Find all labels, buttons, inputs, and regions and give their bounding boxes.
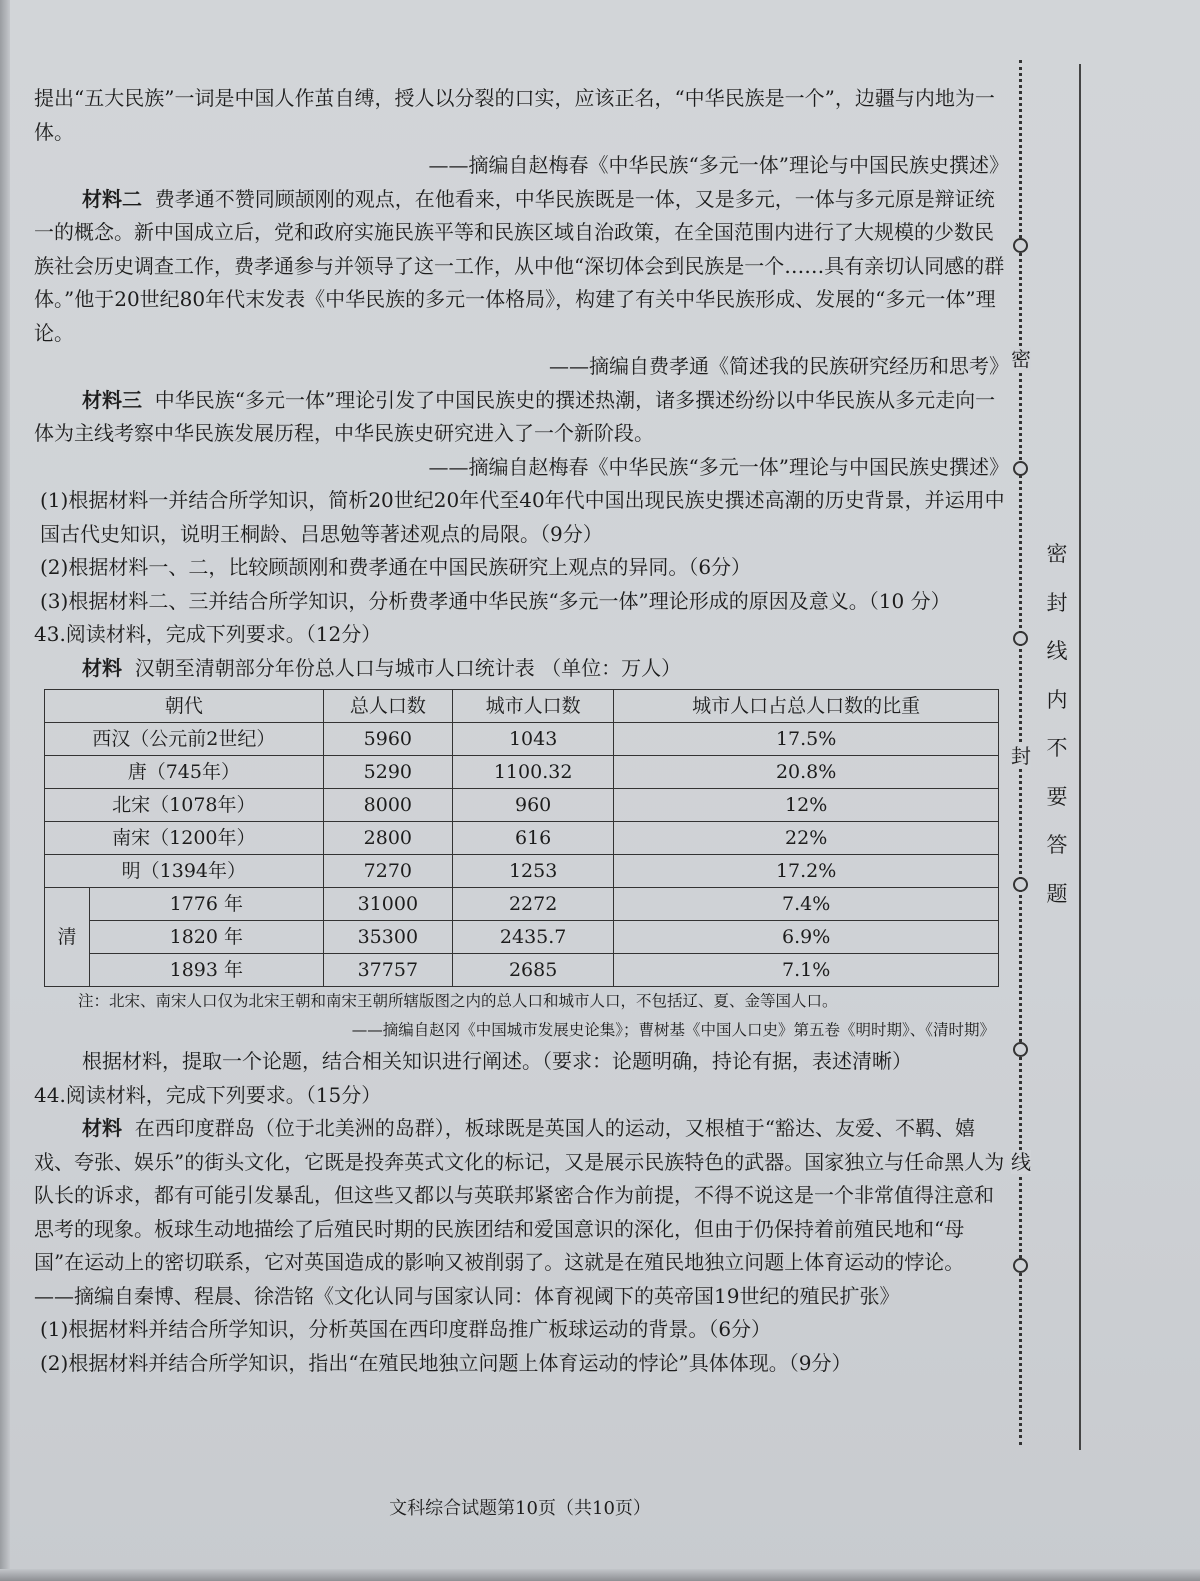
seal-warning-char: 答 [1046,833,1068,857]
material-one-source: ——摘编自赵梅春《中华民族“多元一体”理论与中国民族史撰述》 [428,153,1009,177]
seal-char-mi: 密 [1011,347,1031,371]
table-source: ——摘编自赵冈《中国城市发展史论集》；曹树基《中国人口史》第五卷《明时期》、《清时期》 [351,1021,995,1039]
seal-circle [1013,1258,1028,1273]
question-42-2: (2)根据材料一、二，比较顾颉刚和费孝通在中国民族研究上观点的异同。（6分） [40,555,752,579]
material-one-tail: 提出“五大民族”一词是中国人作茧自缚，授人以分裂的口实，应该正名，“中华民族是一个”，边疆与内地为一体。 [34,86,995,144]
table-note: 注：北宋、南宋人口仅为北宋王朝和南宋王朝所辖版图之内的总人口和城市人口，不包括辽、夏、金等国人口。 [78,992,838,1010]
table-caption-text: 汉朝至清朝部分年份总人口与城市人口统计表 （单位：万人） [134,655,682,680]
cell-dynasty: 南宋（1200年） [45,822,324,855]
page-bottom-edge [0,1569,1200,1581]
material-44-label: 材料 [82,1116,122,1140]
material-two-label: 材料二 [82,186,142,211]
cell-ratio: 12% [614,789,999,822]
cell-ratio: 17.2% [614,855,999,888]
cell-urban: 1043 [453,723,614,756]
cell-ratio: 7.1% [614,954,999,987]
cell-year: 1776 年 [90,888,324,921]
material-three-label: 材料三 [82,387,142,412]
material-three [34,384,1009,451]
material-44-source: ——摘编自秦博、程晨、徐浩铭《文化认同与国家认同：体育视阈下的英帝国19世纪的殖民扩张》 [34,1283,900,1308]
question-44-1: (1)根据材料并结合所学知识，分析英国在西印度群岛推广板球运动的背景。（6分） [40,1317,772,1341]
cell-year: 1893 年 [90,954,324,987]
cell-urban: 1100.32 [453,756,614,789]
margin-solid-line [1079,64,1081,1450]
table-row [45,855,999,888]
question-43-heading: 43.阅读材料，完成下列要求。（12分） [34,622,382,646]
question-43-task: 根据材料，提取一个论题，结合相关知识进行阐述。（要求：论题明确，持论有据，表述清晰） [82,1049,912,1073]
seal-circle [1013,631,1028,646]
cell-total: 31000 [323,888,452,921]
cell-ratio: 6.9% [614,921,999,954]
seal-warning-char: 不 [1046,736,1068,760]
cell-total: 8000 [323,789,452,822]
cell-ratio: 7.4% [614,888,999,921]
question-44-2: (2)根据材料并结合所学知识，指出“在殖民地独立问题上体育运动的悖论”具体体现。（9分） [40,1350,852,1375]
table-caption [34,652,1009,686]
cell-total: 2800 [323,822,452,855]
seal-circle [1013,461,1028,476]
table-row [45,954,999,987]
table-header-row [45,690,999,723]
question-42-1: (1)根据材料一并结合所学知识，简析20世纪20年代至40年代中国出现民族史撰述高潮的历史背景，并运用中国古代史知识，说明王桐龄、吕思勉等著述观点的局限。（9分） [40,488,1005,546]
header-urban: 城市人口数 [453,690,614,723]
cell-year: 1820 年 [90,921,324,954]
cell-dynasty: 唐（745年） [45,756,324,789]
seal-warning-text [1044,530,1070,918]
seal-warning-char: 密 [1046,542,1068,566]
seal-circle [1013,877,1028,892]
cell-total: 5290 [323,756,452,789]
cell-dynasty: 西汉（公元前2世纪） [45,723,324,756]
seal-circle [1013,1042,1028,1057]
seal-warning-char: 题 [1046,881,1068,906]
material-44-text: 在西印度群岛（位于北美洲的岛群），板球既是英国人的运动，又根植于“豁达、友爱、不羁、嬉戏、夸张、娱乐”的街头文化，它既是投奔英式文化的标记，又是展示民族特色的武器。国家独立与任命黑人为队长的诉求，都有可能引发暴乱，但这些又都以与英联邦紧密合作为前提，不得不说这是一个非常值得注意和思考的现象。板球生动地描绘了后殖民时期的民族团结和爱国意识的深化，但由于仍保持着前殖民地和“母国”在运动上的密切联系，它对英国造成的影响又被削弱了。这就是在殖民地独立问题上体育运动的悖论。 [34,1116,1005,1274]
material-two-text: 费孝通不赞同顾颉刚的观点，在他看来，中华民族既是一体，又是多元，一体与多元原是辩证统一的概念。新中国成立后，党和政府实施民族平等和民族区域自治政策，在全国范围内进行了大规模的少数民族社会历史调查工作，费孝通参与并领导了这一工作，从中他“深切体会到民族是一个……具有亲切认同感的群体。”他于20世纪80年代末发表《中华民族的多元一体格局》，构建了有关中华民族形成、发展的“多元一体”理论。 [34,186,1005,345]
cell-dynasty: 明（1394年） [45,855,324,888]
cell-ratio: 22% [614,822,999,855]
cell-total: 35300 [323,921,452,954]
cell-urban: 616 [453,822,614,855]
material-three-text: 中华民族“多元一体”理论引发了中国民族史的撰述热潮，诸多撰述纷纷以中华民族从多元走向一体为主线考察中华民族发展历程，中华民族史研究进入了一个新阶段。 [34,387,996,445]
seal-char-feng: 封 [1011,744,1031,768]
seal-char-xian: 线 [1011,1150,1031,1174]
seal-warning-char: 内 [1046,687,1068,712]
cell-ratio: 20.8% [614,756,999,789]
header-total: 总人口数 [323,690,452,723]
table-row [45,822,999,855]
seal-warning-char: 线 [1046,639,1068,663]
cell-urban: 2435.7 [453,921,614,954]
seal-warning-char: 封 [1046,590,1068,615]
table-row [45,789,999,822]
question-42-3: (3)根据材料二、三并结合所学知识，分析费孝通中华民族“多元一体”理论形成的原因及意义。（10 分） [40,588,951,613]
cell-urban: 2272 [453,888,614,921]
table-row [45,723,999,756]
population-table [44,689,999,987]
page-left-edge [0,0,10,1581]
table-row [45,756,999,789]
exam-content [34,82,1009,1380]
seal-warning-char: 要 [1046,784,1068,809]
material-two [34,183,1009,351]
cell-urban: 1253 [453,855,614,888]
cell-urban: 2685 [453,954,614,987]
question-44-heading: 44.阅读材料，完成下列要求。（15分） [34,1082,382,1107]
cell-ratio: 17.5% [614,723,999,756]
cell-dynasty: 北宋（1078年） [45,789,324,822]
material-44 [34,1112,1009,1280]
page-footer: 文科综合试题第10页（共10页） [389,1498,651,1519]
cell-qing-dynasty: 清 [45,888,90,987]
cell-total: 37757 [323,954,452,987]
material-two-source: ——摘编自费孝通《简述我的民族研究经历和思考》 [549,354,1009,378]
header-ratio: 城市人口占总人口数的比重 [614,690,999,723]
table-row [45,921,999,954]
table-row [45,888,999,921]
material-three-source: ——摘编自赵梅春《中华民族“多元一体”理论与中国民族史撰述》 [428,454,1009,479]
cell-total: 7270 [323,855,452,888]
cell-total: 5960 [323,723,452,756]
header-dynasty: 朝代 [45,690,324,723]
seal-circle [1013,238,1028,253]
table-caption-label: 材料 [82,655,122,680]
cell-urban: 960 [453,789,614,822]
